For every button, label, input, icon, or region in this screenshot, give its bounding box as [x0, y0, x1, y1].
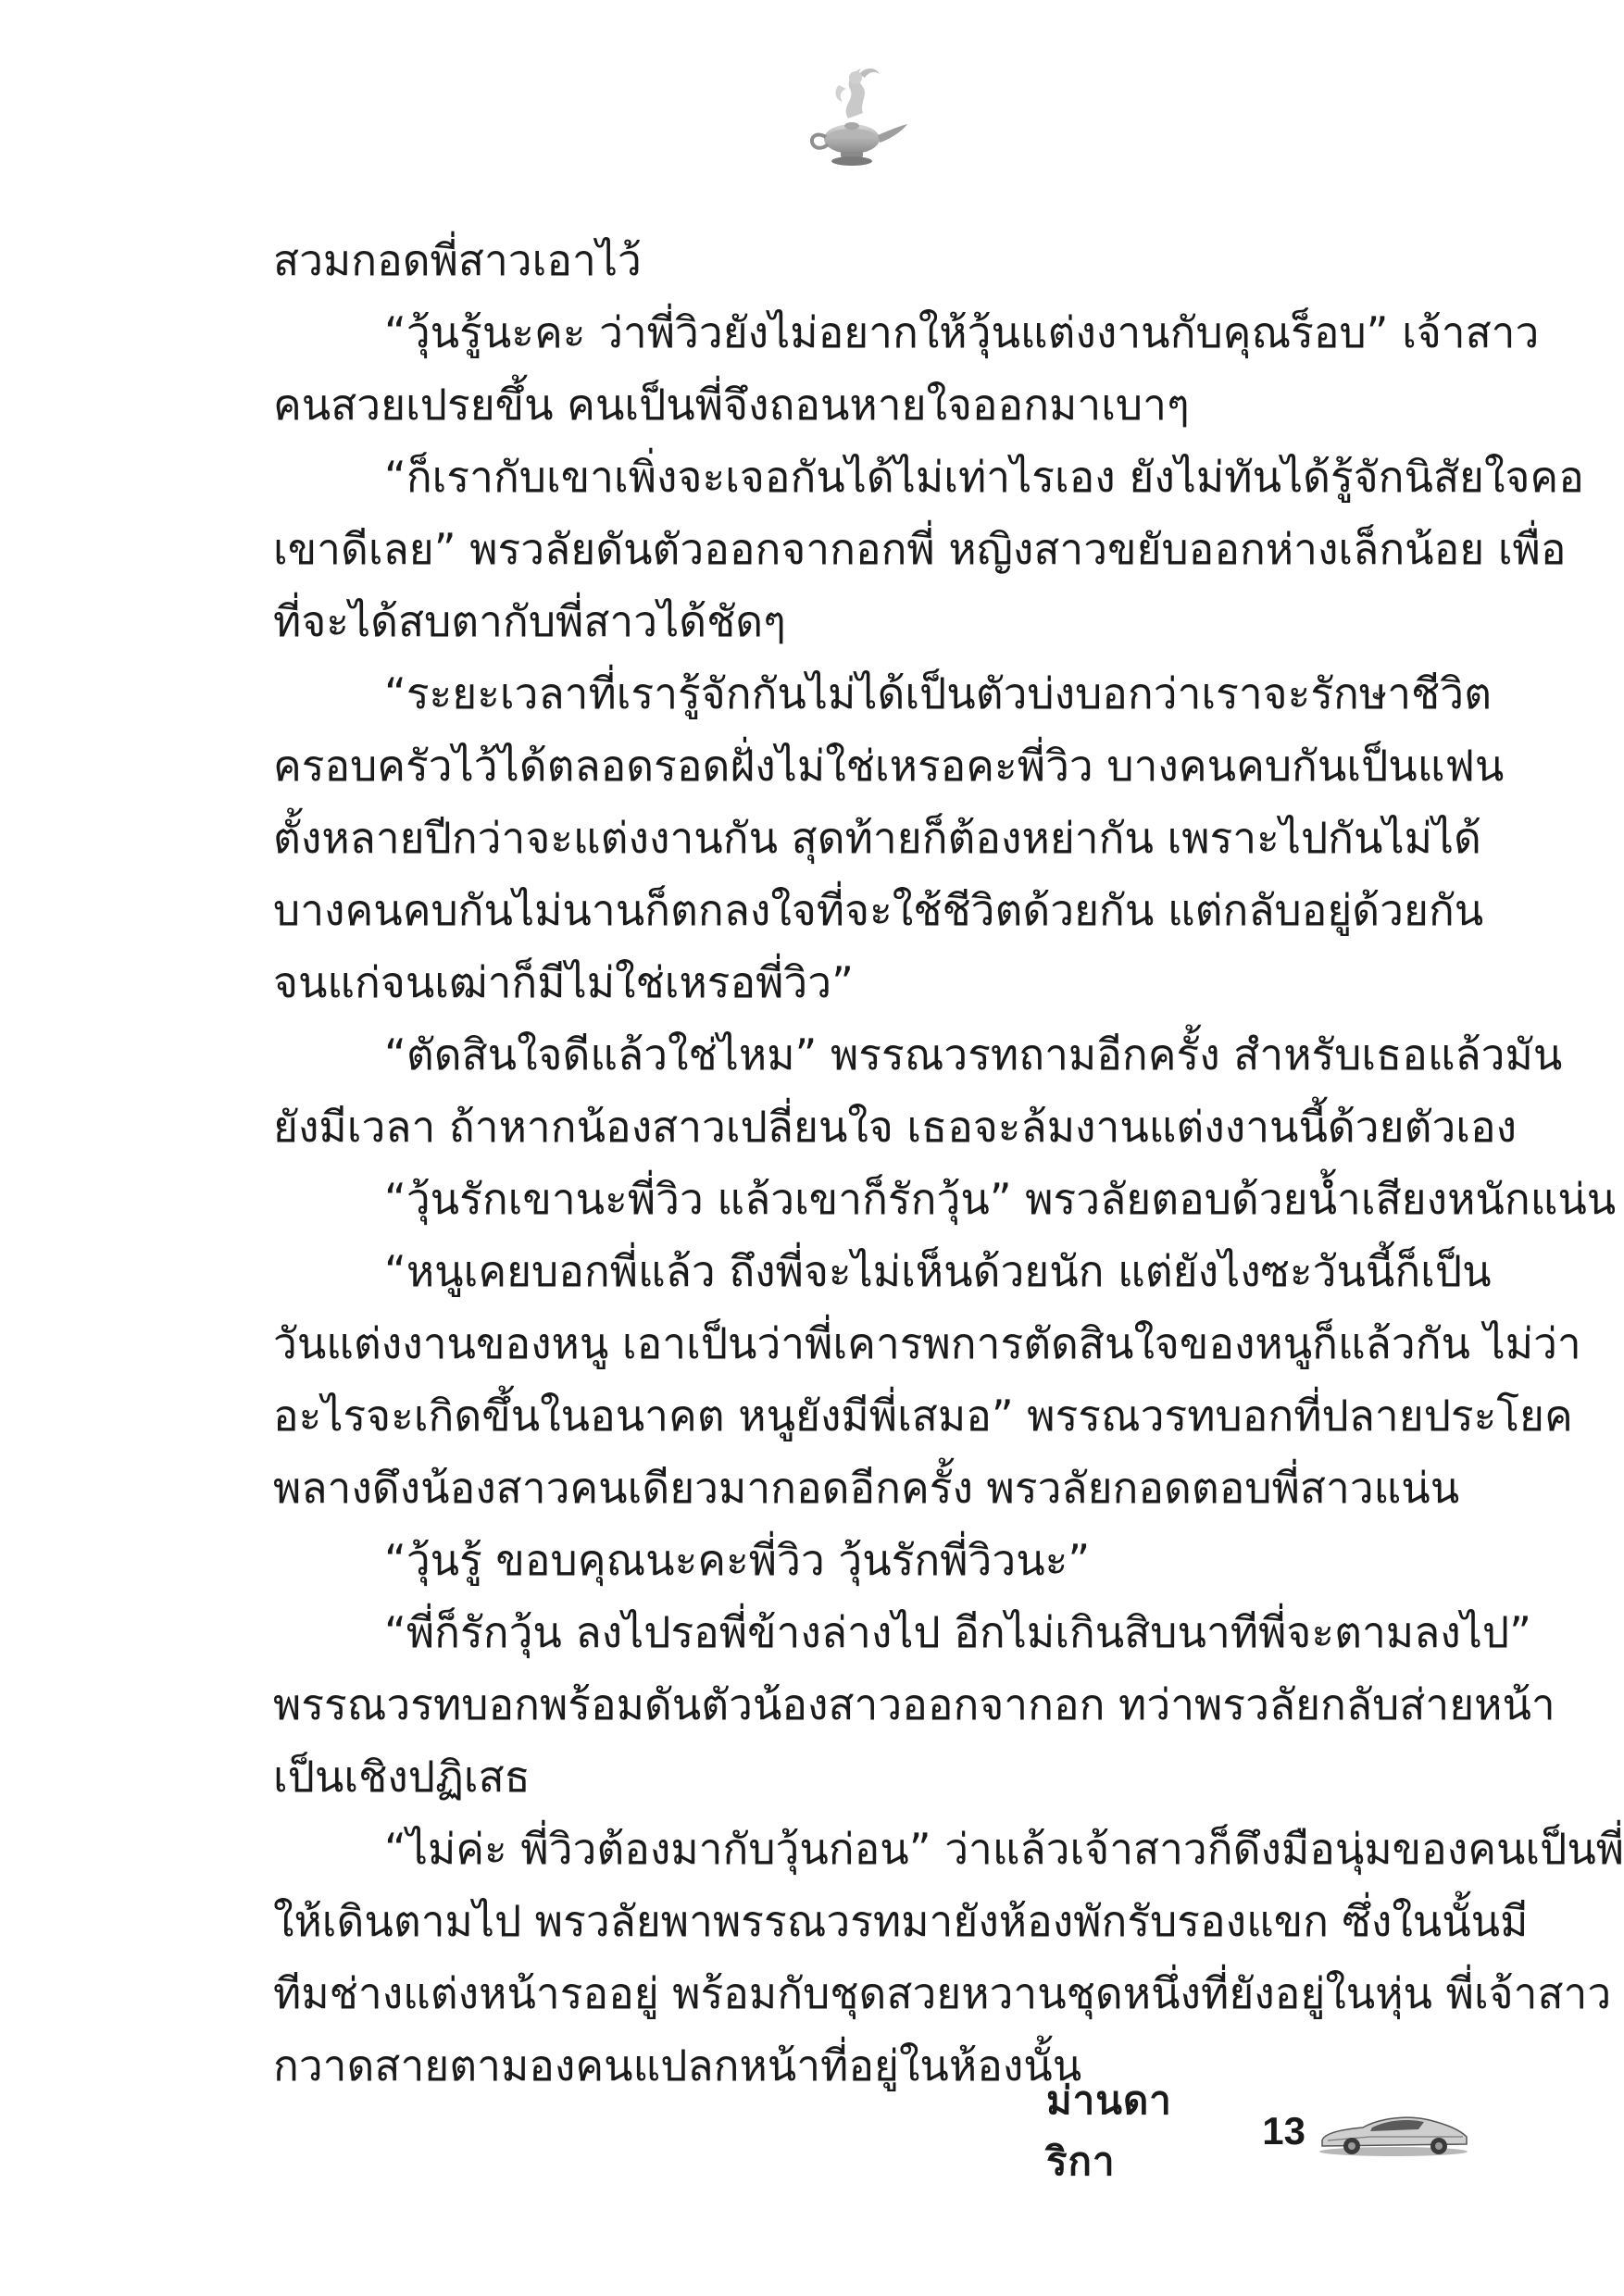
page-footer — [1046, 2078, 1472, 2184]
body-text — [273, 224, 1624, 2102]
text-line: ตั้งหลายปีกว่าจะแต่งงานกัน สุดท้ายก็ต้องหย่ากัน เพราะไปกันไม่ได้ — [273, 813, 1481, 863]
text-line: “วุ้นรู้ ขอบคุณนะคะพี่วิว วุ้นรักพี่วิวนะ” — [384, 1535, 1091, 1585]
text-line: ให้เดินตามไป พรวลัยพาพรรณวรทมายังห้องพักรับรองแขก ซึ่งในนั้นมี — [273, 1896, 1529, 1946]
text-line: เป็นเชิงปฏิเสธ — [273, 1752, 531, 1802]
text-line: ครอบครัวไว้ได้ตลอดรอดฝั่งไม่ใช่เหรอคะพี่วิว บางคนคบกันเป็นแฟน — [273, 741, 1505, 791]
text-line: ทีมช่างแต่งหน้ารออยู่ พร้อมกับชุดสวยหวานชุดหนึ่งที่ยังอยู่ในหุ่น พี่เจ้าสาว — [273, 1968, 1612, 2018]
text-line: “ไม่ค่ะ พี่วิวต้องมากับวุ้นก่อน” ว่าแล้วเจ้าสาวก็ดึงมือนุ่มของคนเป็นพี่ — [384, 1824, 1624, 1874]
text-line: อะไรจะเกิดขึ้นในอนาคต หนูยังมีพี่เสมอ” พรรณวรทบอกที่ปลายประโยค — [273, 1391, 1573, 1441]
page-number: 13 — [1262, 2109, 1305, 2152]
text-line: “พี่ก็รักวุ้น ลงไปรอพี่ข้างล่างไป อีกไม่เกินสิบนาทีพี่จะตามลงไป” — [384, 1607, 1531, 1657]
text-line: “วุ้นรักเขานะพี่วิว แล้วเขาก็รักวุ้น” พรวลัยตอบด้วยน้ำเสียงหนักแน่น — [384, 1174, 1617, 1224]
text-line: “ก็เรากับเขาเพิ่งจะเจอกันได้ไม่เท่าไรเอง ยังไม่ทันได้รู้จักนิสัยใจคอ — [384, 452, 1584, 502]
text-line: พรรณวรทบอกพร้อมดันตัวน้องสาวออกจากอก ทว่าพรวลัยกลับส่ายหน้า — [273, 1679, 1555, 1729]
text-line: ที่จะได้สบตากับพี่สาวได้ชัดๆ — [273, 596, 786, 646]
text-line: สวมกอดพี่สาวเอาไว้ — [273, 235, 642, 285]
text-line: “ตัดสินใจดีแล้วใช่ไหม” พรรณวรทถามอีกครั้ง สำหรับเธอแล้วมัน — [384, 1029, 1563, 1079]
text-line: “วุ้นรู้นะคะ ว่าพี่วิวยังไม่อยากให้วุ้นแต่งงานกับคุณร็อบ” เจ้าสาว — [384, 307, 1540, 357]
text-line: วันแต่งงานของหนู เอาเป็นว่าพี่เคารพการตัดสินใจของหนูก็แล้วกัน ไม่ว่า — [273, 1318, 1581, 1368]
text-line: กวาดสายตามองคนแปลกหน้าที่อยู่ในห้องนั้น — [273, 2040, 1082, 2090]
text-line: บางคนคบกันไม่นานก็ตกลงใจที่จะใช้ชีวิตด้วยกัน แต่กลับอยู่ด้วยกัน — [273, 885, 1484, 935]
sports-car-icon — [1315, 2103, 1472, 2159]
book-title: ม่านดาริกา — [1046, 2078, 1172, 2184]
text-line: “หนูเคยบอกพี่แล้ว ถึงพี่จะไม่เห็นด้วยนัก แต่ยังไงซะวันนี้ก็เป็น — [384, 1246, 1492, 1296]
text-line: “ระยะเวลาที่เรารู้จักกันไม่ได้เป็นตัวบ่งบอกว่าเราจะรักษาชีวิต — [384, 668, 1492, 718]
text-line: คนสวยเปรยขึ้น คนเป็นพี่จึงถอนหายใจออกมาเบาๆ — [273, 380, 1190, 430]
text-line: พลางดึงน้องสาวคนเดียวมากอดอีกครั้ง พรวลัยกอดตอบพี่สาวแน่น — [273, 1463, 1460, 1513]
text-line: จนแก่จนเฒ่าก็มีไม่ใช่เหรอพี่วิว” — [273, 957, 854, 1007]
text-line: ยังมีเวลา ถ้าหากน้องสาวเปลี่ยนใจ เธอจะล้มงานแต่งงานนี้ด้วยตัวเอง — [273, 1102, 1518, 1152]
text-line: เขาดีเลย” พรวลัยดันตัวออกจากอกพี่ หญิงสาวขยับออกห่างเล็กน้อย เพื่อ — [273, 524, 1567, 574]
genie-lamp-icon — [794, 57, 915, 178]
